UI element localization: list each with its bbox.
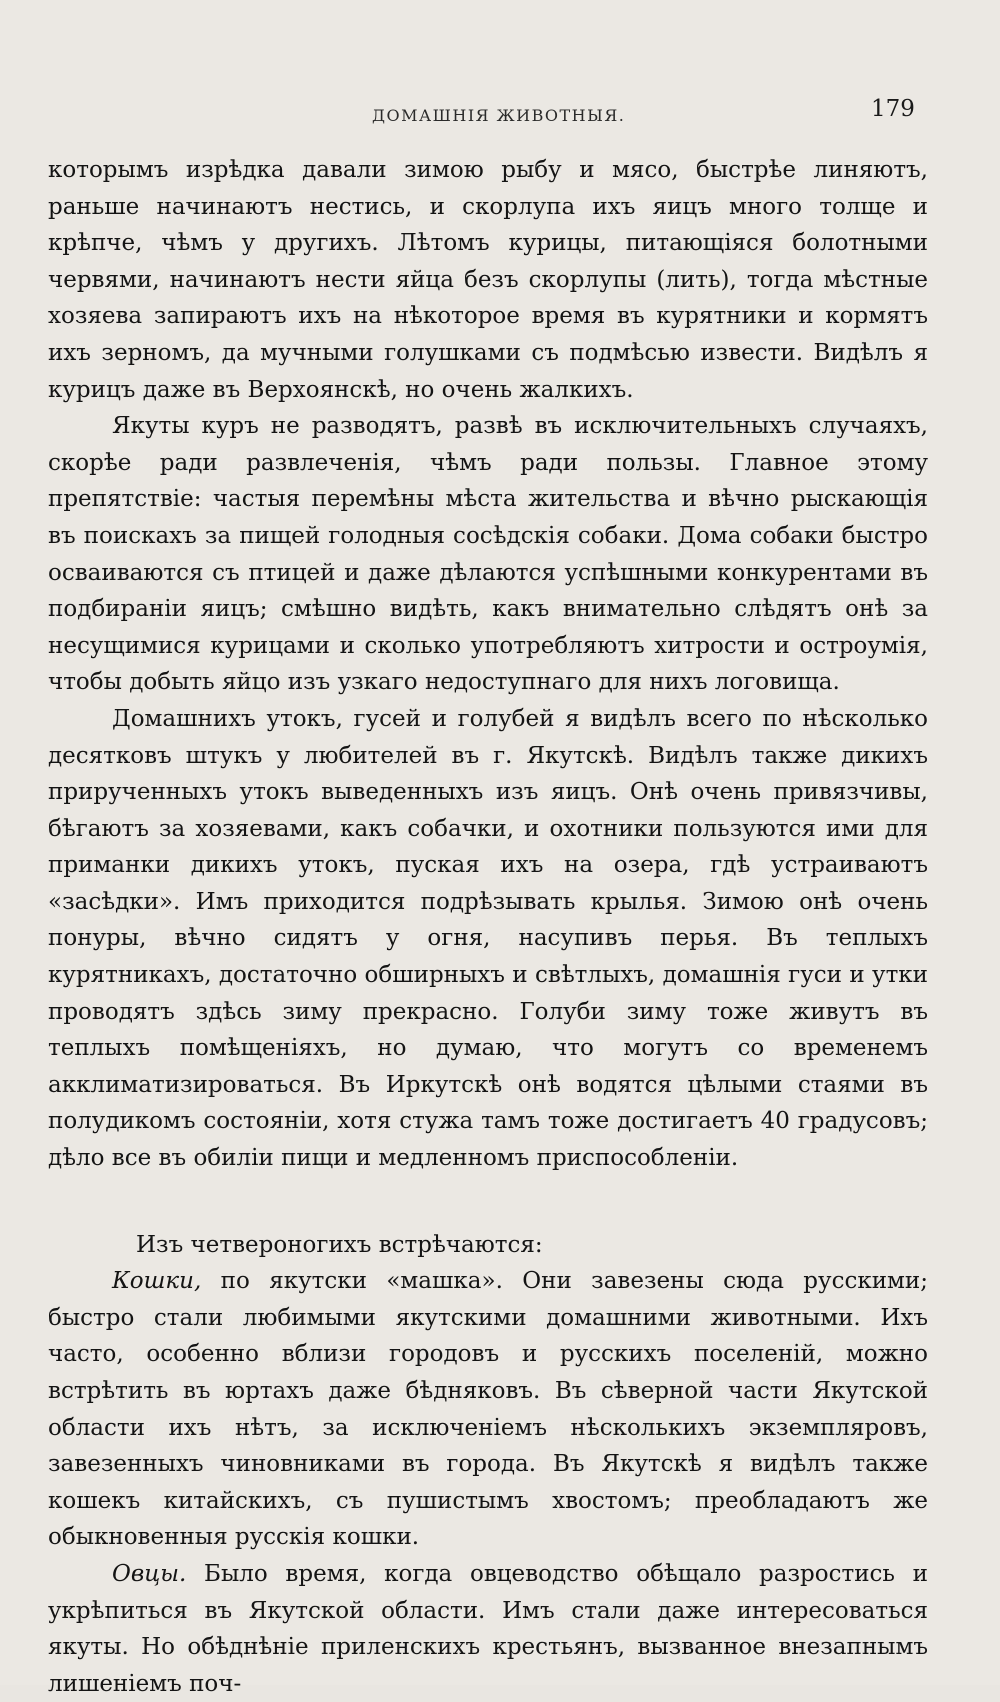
paragraph-chickens: которымъ изрѣдка давали зимою рыбу и мясо, быстрѣе линяютъ, раньше начинаютъ нестись, и скорлупа ихъ яицъ много толще и крѣпче, чѣмъ у другихъ. Лѣтомъ курицы, питающіяся болотными червями, начинаютъ нести яйца безъ скорлупы (лить), тогда мѣстные хозяева запираютъ ихъ на нѣкоторое время въ курятники и кормятъ ихъ зерномъ, да мучными голушками съ подмѣсью извести. Видѣлъ я курицъ даже въ Верхоянскѣ, но очень жалкихъ.: [48, 157, 928, 403]
page-number: 179: [871, 96, 915, 122]
paragraph-sheep: [48, 1556, 928, 1702]
paragraph-cats: [48, 1263, 928, 1556]
sheep-text: Было время, когда овцеводство обѣщало разростись и укрѣпиться въ Якутской области. Имъ стали даже интересоваться якуты. Но обѣднѣніе приленскихъ крестьянъ, вызванное внезапнымъ лишеніемъ поч-: [48, 1560, 928, 1697]
term-sheep: Овцы.: [112, 1560, 187, 1587]
running-title: ДОМАШНІЯ ЖИВОТНЫЯ.: [372, 106, 626, 125]
paragraph-ducks-geese: Домашнихъ утокъ, гусей и голубей я видѣлъ всего по нѣсколько десятковъ штукъ у любителей въ г. Якутскѣ. Видѣлъ также дикихъ прирученныхъ утокъ выведенныхъ изъ яицъ. Онѣ очень привязчивы, бѣгаютъ за хозяевами, какъ собачки, и охотники пользуются ими для приманки дикихъ утокъ, пуская ихъ на озера, гдѣ устраиваютъ «засѣдки». Имъ приходится подрѣзывать крылья. Зимою онѣ очень понуры, вѣчно сидятъ у огня, насупивъ перья. Въ теплыхъ курятникахъ, достаточно обширныхъ и свѣтлыхъ, домашнія гуси и утки проводятъ здѣсь зиму прекрасно. Голуби зиму тоже живутъ въ теплыхъ помѣщеніяхъ, но думаю, что могутъ со временемъ акклиматизироваться. Въ Иркутскѣ онѣ водятся цѣлыми стаями въ полудикомъ состояніи, хотя стужа тамъ тоже достигаетъ 40 градусовъ; дѣло все въ обиліи пищи и медленномъ приспособленіи.: [48, 705, 928, 1172]
term-cats: Кошки,: [112, 1268, 202, 1295]
body-text: [48, 152, 928, 1702]
quadrupeds-intro: Изъ четвероногихъ встрѣчаются:: [136, 1231, 543, 1258]
cats-text: по якутски «машка». Они завезены сюда русскими; быстро стали любимыми якутскими домашними животными. Ихъ часто, особенно вблизи городовъ и русскихъ поселеній, можно встрѣтить въ юртахъ даже бѣдняковъ. Въ сѣверной части Якутской области ихъ нѣтъ, за исключеніемъ нѣсколькихъ экземпляровъ, завезенныхъ чиновниками въ города. Въ Якутскѣ я видѣлъ также кошекъ китайскихъ, съ пушистымъ хвостомъ; преобладаютъ же обыкновенныя русскія кошки.: [48, 1268, 928, 1551]
page-header: [0, 96, 1000, 130]
paragraph-yakuts-hens: Якуты куръ не разводятъ, развѣ въ исключительныхъ случаяхъ, скорѣе ради развлеченія, чѣмъ ради пользы. Главное этому препятствіе: частыя перемѣны мѣста жительства и вѣчно рыскающія въ поискахъ за пищей голодныя сосѣдскія собаки. Дома собаки быстро осваиваются съ птицей и даже дѣлаются успѣшными конкурентами въ подбираніи яицъ; смѣшно видѣть, какъ внимательно слѣдятъ онѣ за несущимися курицами и сколько употребляютъ хитрости и остроумія, чтобы добыть яйцо изъ узкаго недоступнаго для нихъ логовища.: [48, 413, 928, 696]
